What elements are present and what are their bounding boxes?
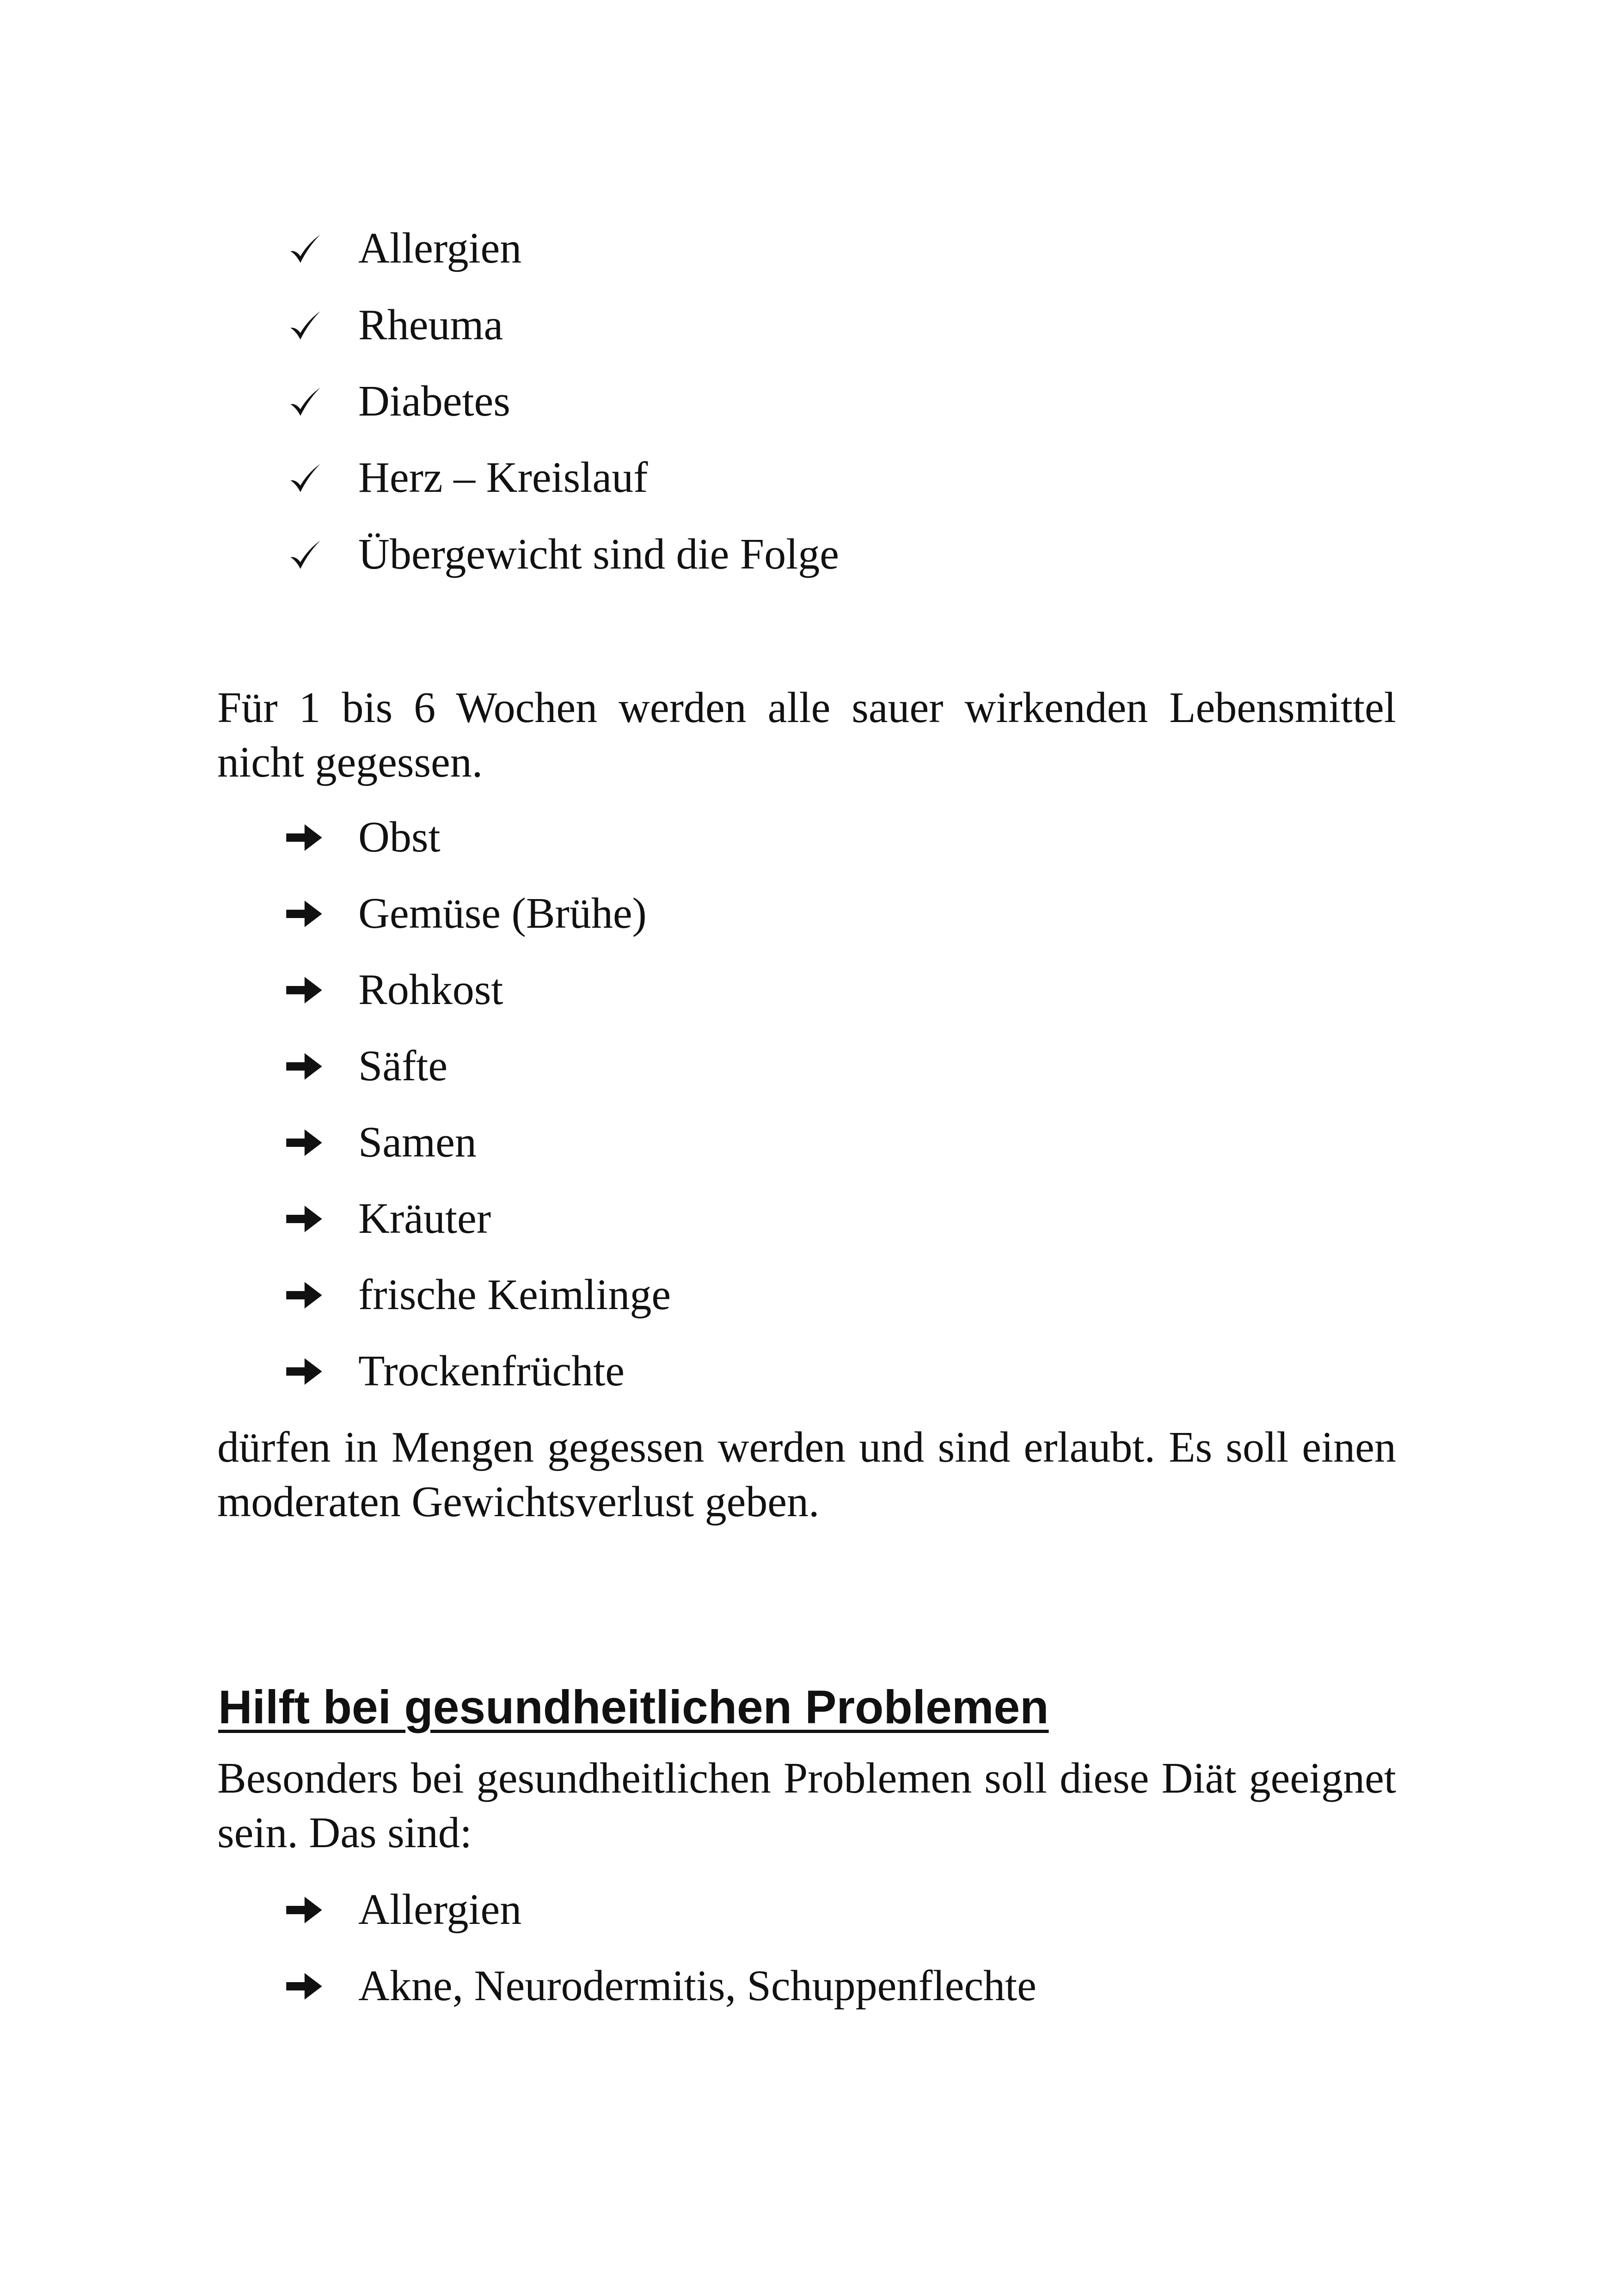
list-item xyxy=(0,1344,1618,1398)
arrow-right-icon xyxy=(283,891,325,937)
food-label: Säfte xyxy=(358,1042,448,1090)
list-item xyxy=(0,450,1618,505)
checkmark-icon xyxy=(283,455,325,501)
checkmark-icon xyxy=(283,302,325,349)
list-item xyxy=(0,1115,1618,1169)
list-item xyxy=(0,374,1618,429)
paragraph: Für 1 bis 6 Wochen werden alle sauer wirkenden Lebensmittel nicht gegessen. xyxy=(217,684,1396,786)
checklist-label: Herz – Kreislauf xyxy=(358,453,648,502)
paragraph: Besonders bei gesundheitlichen Problemen soll diese Diät geeignet sein. Das sind: xyxy=(217,1754,1396,1857)
arrow-right-icon xyxy=(283,814,325,861)
arrow-right-icon xyxy=(283,1963,325,2009)
list-item xyxy=(0,1191,1618,1246)
list-item xyxy=(0,221,1618,276)
checkmark-icon xyxy=(283,226,325,272)
list-item xyxy=(0,527,1618,582)
food-label: Obst xyxy=(358,813,441,861)
checkmark-icon xyxy=(283,532,325,578)
list-item xyxy=(0,1882,1618,1937)
paragraph: dürfen in Mengen gegessen werden und sind erlaubt. Es soll einen moderaten Gewichtsverlust geben. xyxy=(217,1423,1396,1526)
list-item xyxy=(0,886,1618,941)
food-label: Samen xyxy=(358,1118,477,1166)
food-label: Kräuter xyxy=(358,1194,491,1243)
checklist-label: Allergien xyxy=(358,224,522,272)
list-item xyxy=(0,1039,1618,1093)
section-heading: Hilft bei gesundheitlichen Problemen xyxy=(218,1681,1049,1733)
checklist-label: Diabetes xyxy=(358,377,510,425)
arrow-right-icon xyxy=(283,1120,325,1166)
list-item xyxy=(0,810,1618,864)
food-label: Rohkost xyxy=(358,966,503,1014)
arrow-right-icon xyxy=(283,1272,325,1318)
food-label: Trockenfrüchte xyxy=(358,1347,625,1395)
checkmark-icon xyxy=(283,379,325,425)
problem-label: Akne, Neurodermitis, Schuppenflechte xyxy=(358,1962,1037,2010)
food-label: frische Keimlinge xyxy=(358,1271,671,1319)
list-item xyxy=(0,298,1618,352)
arrow-right-icon xyxy=(283,1196,325,1242)
food-label: Gemüse (Brühe) xyxy=(358,889,647,937)
arrow-right-icon xyxy=(283,1043,325,1090)
list-item xyxy=(0,962,1618,1017)
checklist-label: Übergewicht sind die Folge xyxy=(358,530,839,578)
problem-label: Allergien xyxy=(358,1886,522,1934)
arrow-right-icon xyxy=(283,1348,325,1395)
list-item xyxy=(0,1267,1618,1322)
checklist-label: Rheuma xyxy=(358,301,503,349)
arrow-right-icon xyxy=(283,1887,325,1933)
list-item xyxy=(0,1959,1618,2013)
arrow-right-icon xyxy=(283,967,325,1013)
